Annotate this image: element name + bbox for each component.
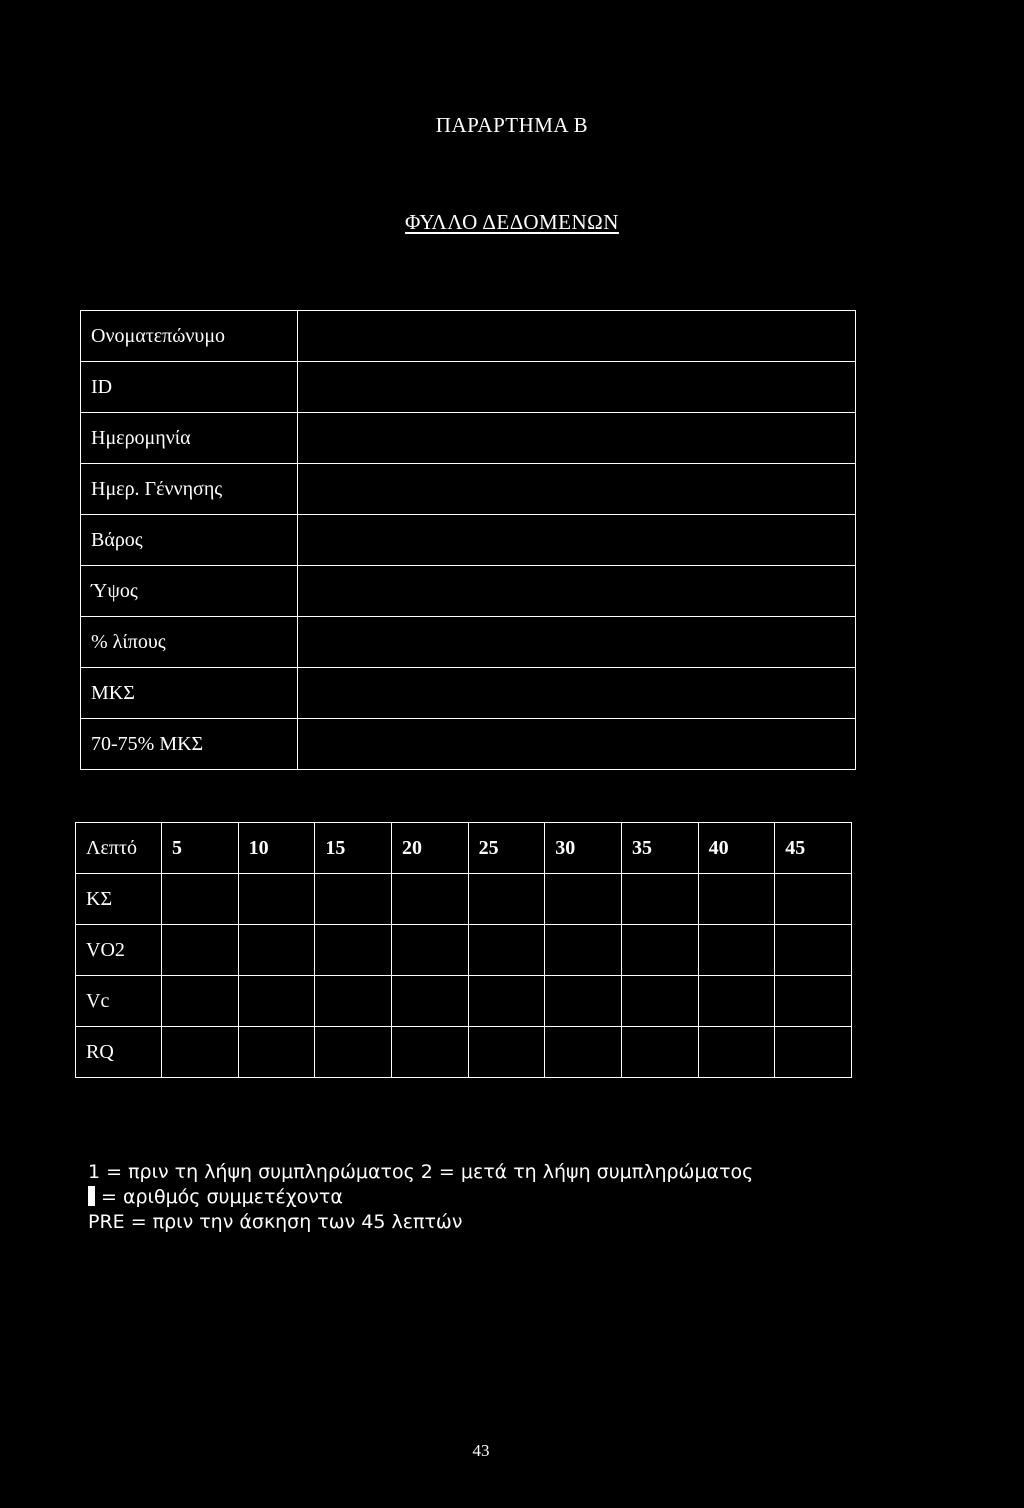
info-row bbox=[81, 719, 856, 770]
measurement-cell[interactable] bbox=[315, 1027, 392, 1078]
info-label: ΜΚΣ bbox=[81, 668, 298, 719]
info-value-field[interactable] bbox=[298, 668, 856, 719]
info-row bbox=[81, 311, 856, 362]
measurement-cell[interactable] bbox=[621, 925, 698, 976]
measurement-cell[interactable] bbox=[698, 925, 775, 976]
info-value-field[interactable] bbox=[298, 362, 856, 413]
minute-header-cell: 25 bbox=[468, 823, 545, 874]
minute-header-cell: 35 bbox=[621, 823, 698, 874]
legend-line-pre: PRE = πριν την άσκηση των 45 λεπτών bbox=[88, 1211, 463, 1233]
measurement-label: VO2 bbox=[76, 925, 162, 976]
measurement-cell[interactable] bbox=[391, 976, 468, 1027]
info-row bbox=[81, 515, 856, 566]
measurement-cell[interactable] bbox=[468, 874, 545, 925]
info-label: Ημερομηνία bbox=[81, 413, 298, 464]
info-value-field[interactable] bbox=[298, 566, 856, 617]
measurement-row bbox=[76, 1027, 852, 1078]
data-sheet-title: ΦΥΛΛΟ ΔΕΔΟΜΕΝΩΝ bbox=[405, 210, 619, 234]
info-row bbox=[81, 668, 856, 719]
measurement-cell[interactable] bbox=[391, 1027, 468, 1078]
legend-participant-text: = αριθμός συμμετέχοντα bbox=[101, 1186, 343, 1208]
measurement-row bbox=[76, 976, 852, 1027]
measurement-cell[interactable] bbox=[238, 874, 315, 925]
minute-header-cell: 20 bbox=[391, 823, 468, 874]
info-row bbox=[81, 362, 856, 413]
participant-marker-icon bbox=[88, 1186, 95, 1206]
measurement-cell[interactable] bbox=[775, 976, 852, 1027]
measurement-cell[interactable] bbox=[621, 1027, 698, 1078]
measurement-label: Vc bbox=[76, 976, 162, 1027]
measurement-cell[interactable] bbox=[698, 874, 775, 925]
measurement-cell[interactable] bbox=[468, 976, 545, 1027]
measurement-table bbox=[75, 822, 852, 1078]
info-label: % λίπους bbox=[81, 617, 298, 668]
measurement-cell[interactable] bbox=[775, 874, 852, 925]
measurement-cell[interactable] bbox=[545, 976, 622, 1027]
minute-header-cell: 5 bbox=[162, 823, 239, 874]
measurement-cell[interactable] bbox=[315, 976, 392, 1027]
measurement-cell[interactable] bbox=[391, 925, 468, 976]
info-row bbox=[81, 413, 856, 464]
measurement-cell[interactable] bbox=[162, 925, 239, 976]
measurement-cell[interactable] bbox=[775, 925, 852, 976]
info-label: ID bbox=[81, 362, 298, 413]
measurement-cell[interactable] bbox=[468, 1027, 545, 1078]
measurement-cell[interactable] bbox=[315, 925, 392, 976]
legend-line-supplement: 1 = πριν τη λήψη συμπληρώματος 2 = μετά τη λήψη συμπληρώματος bbox=[88, 1161, 754, 1183]
page-number: 43 bbox=[472, 1441, 490, 1460]
measurement-row bbox=[76, 874, 852, 925]
info-label: Ύψος bbox=[81, 566, 298, 617]
measurement-cell[interactable] bbox=[698, 976, 775, 1027]
info-value-field[interactable] bbox=[298, 464, 856, 515]
measurement-label: RQ bbox=[76, 1027, 162, 1078]
measurement-cell[interactable] bbox=[775, 1027, 852, 1078]
info-label: Ημερ. Γέννησης bbox=[81, 464, 298, 515]
minute-header-cell: 40 bbox=[698, 823, 775, 874]
measurement-cell[interactable] bbox=[238, 925, 315, 976]
measurement-cell[interactable] bbox=[315, 874, 392, 925]
measurement-cell[interactable] bbox=[162, 976, 239, 1027]
info-label: 70-75% ΜΚΣ bbox=[81, 719, 298, 770]
info-label: Ονοματεπώνυμο bbox=[81, 311, 298, 362]
measurement-cell[interactable] bbox=[238, 976, 315, 1027]
info-value-field[interactable] bbox=[298, 413, 856, 464]
measurement-cell[interactable] bbox=[468, 925, 545, 976]
minutes-header-row bbox=[76, 823, 852, 874]
measurement-label: ΚΣ bbox=[76, 874, 162, 925]
minute-header-cell: 45 bbox=[775, 823, 852, 874]
measurement-cell[interactable] bbox=[545, 925, 622, 976]
measurement-cell[interactable] bbox=[162, 874, 239, 925]
minute-header-cell: 30 bbox=[545, 823, 622, 874]
appendix-title: ΠΑΡΑΡΤΗΜΑ Β bbox=[435, 113, 589, 137]
participant-info-table bbox=[80, 310, 856, 770]
measurement-cell[interactable] bbox=[391, 874, 468, 925]
measurement-cell[interactable] bbox=[545, 1027, 622, 1078]
minute-header-cell: 10 bbox=[238, 823, 315, 874]
info-row bbox=[81, 566, 856, 617]
info-value-field[interactable] bbox=[298, 719, 856, 770]
minute-header-label: Λεπτό bbox=[76, 823, 162, 874]
minute-header-cell: 15 bbox=[315, 823, 392, 874]
measurement-cell[interactable] bbox=[698, 1027, 775, 1078]
measurement-cell[interactable] bbox=[162, 1027, 239, 1078]
measurement-row bbox=[76, 925, 852, 976]
legend-line-participant bbox=[88, 1185, 753, 1210]
info-label: Βάρος bbox=[81, 515, 298, 566]
measurement-cell[interactable] bbox=[545, 874, 622, 925]
legend bbox=[88, 1160, 753, 1235]
info-value-field[interactable] bbox=[298, 617, 856, 668]
info-value-field[interactable] bbox=[298, 311, 856, 362]
measurement-cell[interactable] bbox=[238, 1027, 315, 1078]
info-row bbox=[81, 617, 856, 668]
info-row bbox=[81, 464, 856, 515]
measurement-cell[interactable] bbox=[621, 976, 698, 1027]
info-value-field[interactable] bbox=[298, 515, 856, 566]
measurement-cell[interactable] bbox=[621, 874, 698, 925]
